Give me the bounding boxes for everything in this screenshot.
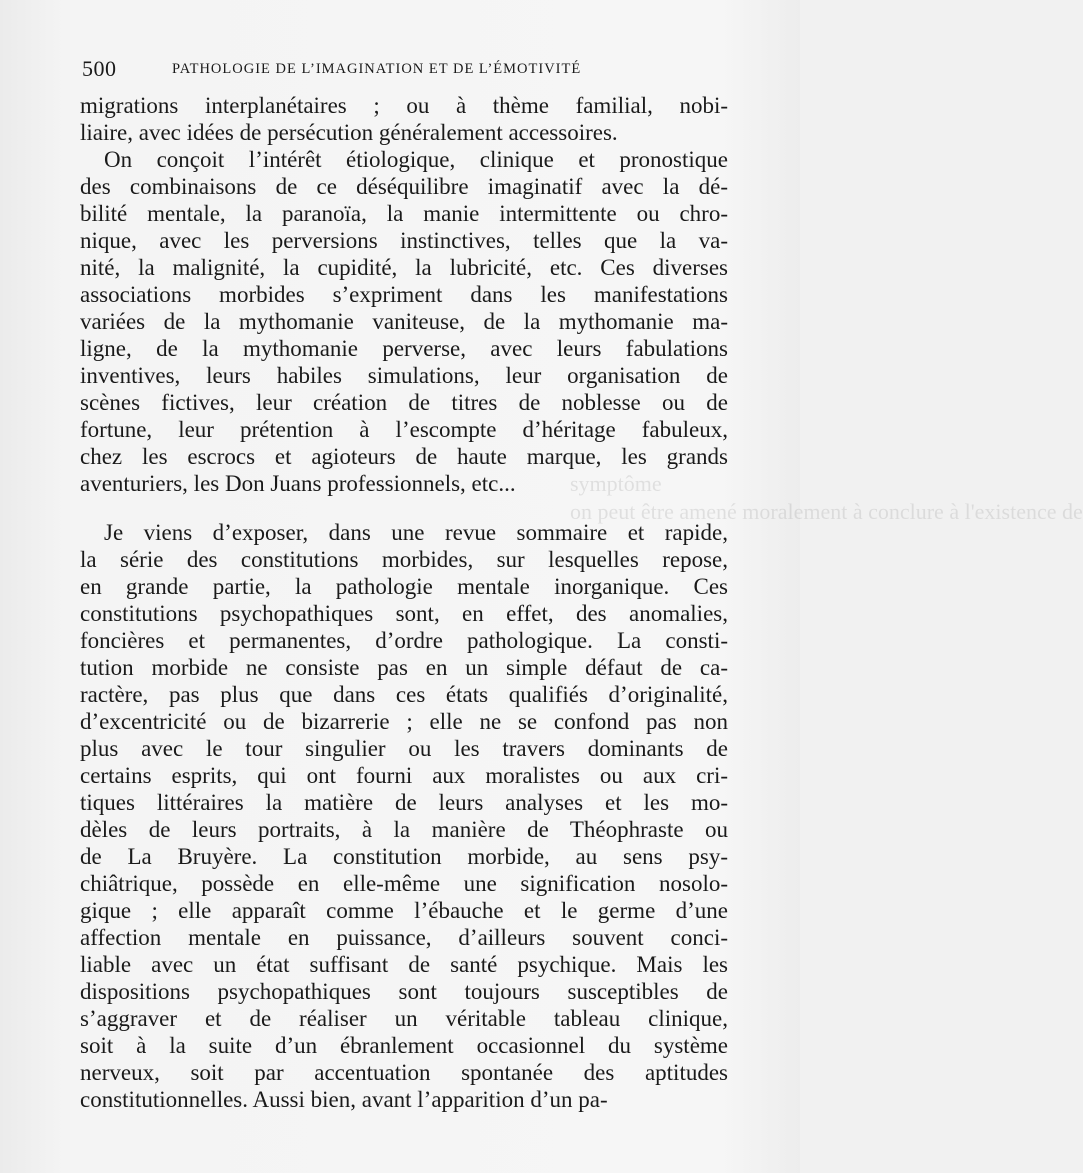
text-line: nerveux, soit par accentuation spontanée des aptitudes [80, 1060, 728, 1085]
text-line: ligne, de la mythomanie perverse, avec leurs fabulations [80, 336, 728, 361]
text-line: chez les escrocs et agioteurs de haute marque, les grands [80, 444, 728, 469]
text-line: fortune, leur prétention à l’escompte d’héritage fabuleux, [80, 417, 728, 442]
text-line: ractère, pas plus que dans ces états qualifiés d’originalité, [80, 682, 728, 707]
text-line: s’aggraver et de réaliser un véritable tableau clinique, [80, 1006, 728, 1031]
text-line: constitutions psychopathiques sont, en effet, des anomalies, [80, 601, 728, 626]
text-line: dispositions psychopathiques sont toujours susceptibles de [80, 979, 728, 1004]
text-line: liable avec un état suffisant de santé psychique. Mais les [80, 952, 728, 977]
text-line: gique ; elle apparaît comme l’ébauche et le germe d’une [80, 898, 728, 923]
text-line: foncières et permanentes, d’ordre pathologique. La consti- [80, 628, 728, 653]
bleed-line: on peut être amené moralement à conclure à l'existence de [570, 499, 1083, 524]
text-line: tution morbide ne consiste pas en un simple défaut de ca- [80, 655, 728, 680]
text-line: constitutionnelles. Aussi bien, avant l’apparition d’un pa- [80, 1087, 608, 1112]
text-line: scènes fictives, leur création de titres de noblesse ou de [80, 390, 728, 415]
text-line: associations morbides s’expriment dans les manifestations [80, 282, 728, 307]
text-line: soit à la suite d’un ébranlement occasionnel du système [80, 1033, 728, 1058]
text-line: bilité mentale, la paranoïa, la manie intermittente ou chro- [80, 201, 728, 226]
text-line: inventives, leurs habiles simulations, leur organisation de [80, 363, 728, 388]
paragraph [80, 146, 728, 497]
paragraph [80, 519, 728, 1113]
text-line: tiques littéraires la matière de leurs analyses et les mo- [80, 790, 728, 815]
text-line: la série des constitutions morbides, sur lesquelles repose, [80, 547, 728, 572]
text-line: d’excentricité ou de bizarrerie ; elle ne se confond pas non [80, 709, 728, 734]
text-line: Je viens d’exposer, dans une revue sommaire et rapide, [104, 520, 728, 545]
text-line: nique, avec les perversions instinctives, telles que la va- [80, 228, 728, 253]
text-line: aventuriers, les Don Juans professionnels, etc... [80, 471, 516, 496]
text-line: On conçoit l’intérêt étiologique, clinique et pronostique [104, 147, 728, 172]
body-text [80, 92, 728, 1113]
text-line: en grande partie, la pathologie mentale inorganique. Ces [80, 574, 728, 599]
page-header [80, 56, 730, 86]
text-line: des combinaisons de ce déséquilibre imaginatif avec la dé- [80, 174, 728, 199]
text-line: migrations interplanétaires ; ou à thème familial, nobi- [80, 93, 728, 118]
text-line: certains esprits, qui ont fourni aux moralistes ou aux cri- [80, 763, 728, 788]
text-line: chiâtrique, possède en elle-même une signification nosolo- [80, 871, 728, 896]
text-line: dèles de leurs portraits, à la manière de Théophraste ou [80, 817, 728, 842]
text-line: affection mentale en puissance, d’ailleurs souvent conci- [80, 925, 728, 950]
page-number: 500 [82, 56, 117, 81]
paragraph [80, 92, 728, 146]
bleed-line: symptôme [570, 471, 662, 496]
running-head: PATHOLOGIE DE L’IMAGINATION ET DE L’ÉMOTIVITÉ [172, 61, 582, 77]
text-line: nité, la malignité, la cupidité, la lubricité, etc. Ces diverses [80, 255, 728, 280]
paragraph-gap [80, 497, 728, 519]
text-line: liaire, avec idées de persécution généralement accessoires. [80, 120, 618, 145]
text-line: variées de la mythomanie vaniteuse, de la mythomanie ma- [80, 309, 728, 334]
text-line: de La Bruyère. La constitution morbide, au sens psy- [80, 844, 728, 869]
text-line: plus avec le tour singulier ou les travers dominants de [80, 736, 728, 761]
